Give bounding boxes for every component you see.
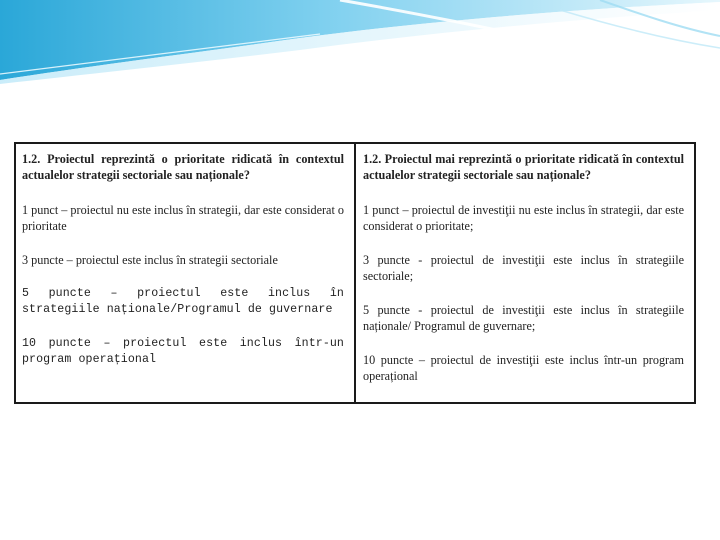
left-item-3-puncte: 3 puncte – proiectul este inclus în strategii sectoriale [22,253,278,267]
right-item-3-puncte: 3 puncte - proiectul de investiţii este inclus în strategiile sectoriale; [363,253,684,283]
right-item-1-punct: 1 punct – proiectul de investiţii nu este inclus în strategii, dar este considerat o prioritate; [363,203,684,233]
right-column-header: 1.2. Proiectul mai reprezintă o prioritate ridicată în contextul actualelor strategii sectoriale sau naționale? [363,152,684,182]
left-column [16,144,356,402]
right-item-5-puncte: 5 puncte - proiectul de investiţii este inclus în strategiile naționale/ Programul de guvernare; [363,303,684,333]
left-item-1-punct: 1 punct – proiectul nu este inclus în strategii, dar este considerat o prioritate [22,203,344,233]
decorative-wave-header [0,0,720,90]
left-item-10-puncte: 10 puncte – proiectul este inclus într-un program operațional [22,337,344,366]
left-column-header: 1.2. Proiectul reprezintă o prioritate ridicată în contextul actualelor strategii sectoriale sau naționale? [22,152,344,182]
right-item-10-puncte: 10 puncte – proiectul de investiţii este inclus într-un program operațional [363,353,684,383]
left-item-5-puncte: 5 puncte – proiectul este inclus în strategiile naționale/Programul de guvernare [22,287,344,316]
right-column [356,144,694,402]
comparison-table [14,142,696,404]
